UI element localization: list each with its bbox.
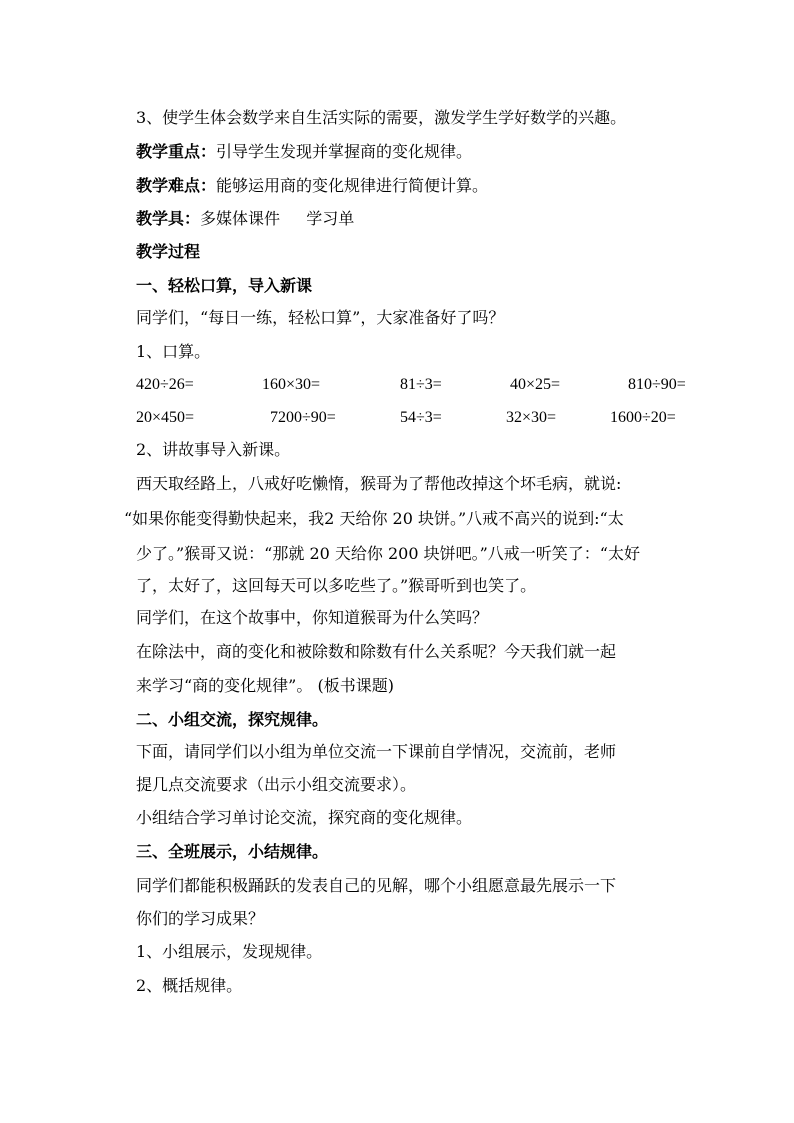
calc-item: 32×30=	[506, 409, 557, 426]
teaching-focus-label: 教学重点：	[136, 142, 217, 161]
teaching-process-heading: 教学过程	[136, 242, 201, 261]
teaching-difficulty-label: 教学难点：	[136, 176, 217, 195]
teaching-focus	[136, 142, 472, 162]
section-3-line-1: 同学们都能积极踊跃的发表自己的见解，哪个小组愿意最先展示一下	[136, 876, 617, 895]
calc-item: 54÷3=	[400, 409, 442, 426]
calc-item: 20×450=	[136, 409, 195, 426]
calc-item: 81÷3=	[400, 376, 442, 393]
calc-item: 420÷26=	[136, 376, 194, 393]
teaching-focus-text: 引导学生发现并掌握商的变化规律。	[216, 142, 473, 161]
section-3-step-1: 1、小组展示，发现规律。	[136, 942, 323, 961]
calc-item: 810÷90=	[628, 376, 686, 393]
story-line-2: “如果你能变得勤快起来，我2 天给你 20 块饼。”八戒不高兴的说到:“太	[124, 509, 624, 528]
teaching-tools-text: 多媒体课件 学习单	[200, 209, 355, 228]
section-1-heading: 一、轻松口算，导入新课	[136, 276, 313, 295]
story-line-3: 少了。”猴哥又说：“那就 20 天给你 200 块饼吧。”八戒一听笑了：“太好	[136, 544, 640, 563]
section-2-line-2: 提几点交流要求（出示小组交流要求）。	[136, 775, 417, 794]
transition-line-1: 在除法中，商的变化和被除数和除数有什么关系呢？今天我们就一起	[136, 642, 617, 661]
story-line-1: 西天取经路上，八戒好吃懒惰，猴哥为了帮他改掉这个坏毛病，就说:	[136, 474, 622, 493]
section-3-step-2: 2、概括规律。	[136, 976, 243, 995]
objective-3: 3、使学生体会数学来自生活实际的需要，激发学生学好数学的兴趣。	[136, 108, 627, 127]
story-line-4: 了，太好了，这回每天可以多吃些了。”猴哥听到也笑了。	[136, 576, 537, 595]
story-intro-label: 2、讲故事导入新课。	[136, 440, 291, 459]
teaching-difficulty	[136, 176, 488, 196]
oral-calc-label: 1、口算。	[136, 342, 211, 361]
calc-item: 40×25=	[510, 376, 561, 393]
teaching-tools	[136, 209, 354, 229]
calc-item: 1600÷20=	[610, 409, 676, 426]
teaching-difficulty-text: 能够运用商的变化规律进行简便计算。	[216, 176, 489, 195]
section-2-heading: 二、小组交流，探究规律。	[136, 710, 329, 729]
section-2-line-1: 下面，请同学们以小组为单位交流一下课前自学情况，交流前，老师	[136, 742, 617, 761]
story-question: 同学们，在这个故事中，你知道猴哥为什么笑吗？	[136, 608, 489, 627]
section-3-heading: 三、全班展示，小结规律。	[136, 842, 329, 861]
section-3-line-2: 你们的学习成果？	[136, 909, 265, 928]
calc-item: 7200÷90=	[270, 409, 336, 426]
calc-item: 160×30=	[262, 376, 321, 393]
teaching-tools-label: 教学具：	[136, 209, 201, 228]
paragraph-greeting: 同学们，“每日一练，轻松口算”，大家准备好了吗？	[136, 308, 505, 327]
transition-line-2: 来学习“商的变化规律”。 (板书课题)	[136, 676, 394, 695]
section-2-line-3: 小组结合学习单讨论交流，探究商的变化规律。	[136, 808, 473, 827]
